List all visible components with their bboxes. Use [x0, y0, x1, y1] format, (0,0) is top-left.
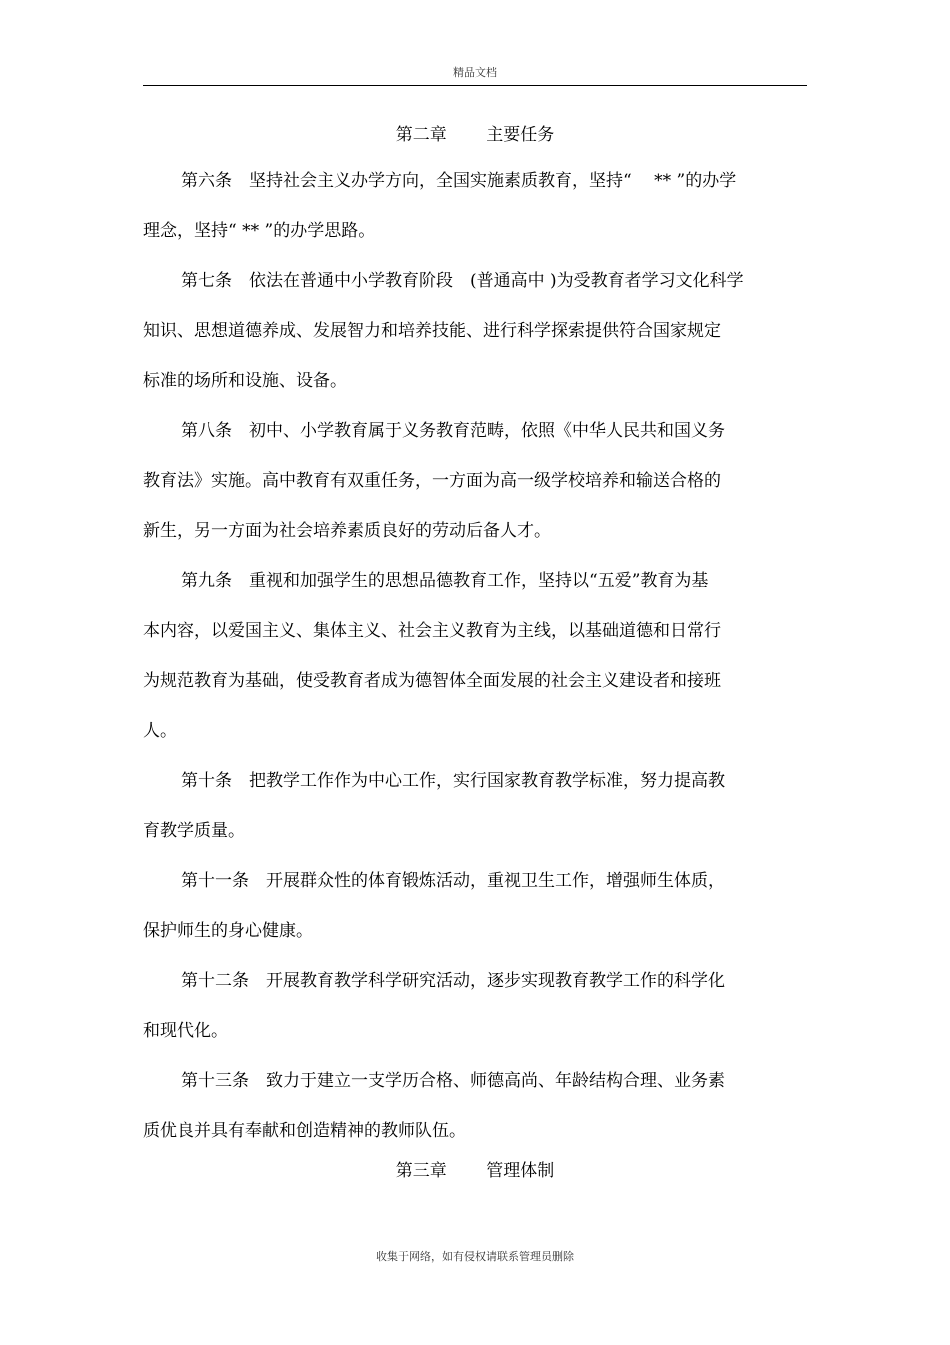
- article-9-line-2: 本内容，以爱国主义、集体主义、社会主义教育为主线，以基础道德和日常行: [143, 621, 721, 641]
- article-11-line-1: 第十一条 开展群众性的体育锻炼活动，重视卫生工作，增强师生体质，: [181, 871, 725, 891]
- article-8-line-3: 新生，另一方面为社会培养素质良好的劳动后备人才。: [143, 521, 551, 541]
- article-10-line-1: 第十条 把教学工作作为中心工作，实行国家教育教学标准，努力提高教: [181, 771, 725, 791]
- chapter-3-title: 第三章 管理体制: [395, 1161, 555, 1181]
- article-8-line-2: 教育法》实施。高中教育有双重任务，一方面为高一级学校培养和输送合格的: [143, 471, 721, 491]
- article-13-line-2: 质优良并具有奉献和创造精神的教师队伍。: [143, 1121, 466, 1141]
- article-9-line-1: 第九条 重视和加强学生的思想品德教育工作，坚持以“五爱”教育为基: [181, 571, 709, 591]
- article-7-line-2: 知识、思想道德养成、发展智力和培养技能、进行科学探索提供符合国家规定: [143, 321, 721, 341]
- article-6-line-2: 理念，坚持“ ** ”的办学思路。: [143, 221, 376, 241]
- chapter-2-title: 第二章 主要任务: [395, 125, 555, 145]
- article-10-line-2: 育教学质量。: [143, 821, 245, 841]
- article-9-line-4: 人。: [143, 721, 177, 741]
- page-header: 精品文档: [453, 66, 497, 79]
- header-divider: [143, 85, 807, 86]
- article-9-line-3: 为规范教育为基础，使受教育者成为德智体全面发展的社会主义建设者和接班: [143, 671, 721, 691]
- page-footer: 收集于网络，如有侵权请联系管理员删除: [376, 1250, 574, 1263]
- article-13-line-1: 第十三条 致力于建立一支学历合格、师德高尚、年龄结构合理、业务素: [181, 1071, 725, 1091]
- article-8-line-1: 第八条 初中、小学教育属于义务教育范畴，依照《中华人民共和国义务: [181, 421, 725, 441]
- article-6-line-1: 第六条 坚持社会主义办学方向，全国实施素质教育，坚持“ ** ”的办学: [181, 171, 737, 191]
- article-7-line-1: 第七条 依法在普通中小学教育阶段 (普通高中 )为受教育者学习文化科学: [181, 271, 744, 291]
- article-7-line-3: 标准的场所和设施、设备。: [143, 371, 347, 391]
- article-12-line-2: 和现代化。: [143, 1021, 228, 1041]
- article-12-line-1: 第十二条 开展教育教学科学研究活动，逐步实现教育教学工作的科学化: [181, 971, 725, 991]
- article-11-line-2: 保护师生的身心健康。: [143, 921, 313, 941]
